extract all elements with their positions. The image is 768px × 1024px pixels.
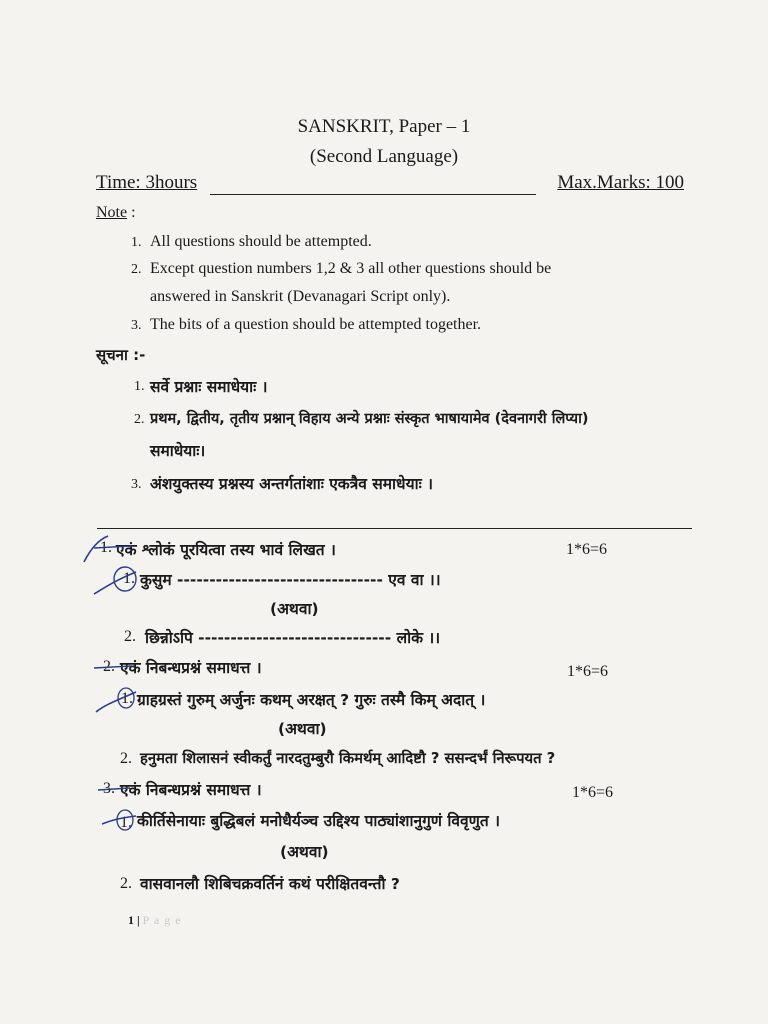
page-number: 1: [128, 913, 134, 927]
page-label: P a g e: [142, 913, 182, 927]
or-separator: (अथवा): [270, 600, 319, 618]
note-item-number: 3.: [131, 318, 142, 333]
note-heading-colon: :: [127, 204, 136, 221]
subquestion-text: कीर्तिसेनायाः बुद्धिबलं मनोधैर्यञ्च उद्दिश्य पाठ्यांशानुगुणं विवृणुत ।: [137, 812, 500, 830]
paper-title: SANSKRIT, Paper – 1: [297, 116, 471, 137]
subquestion-number: 2.: [120, 750, 132, 767]
subquestion-text: छिन्नोऽपि ------------------------------ लोके ।।: [145, 629, 441, 647]
question-number: 3.: [103, 780, 115, 797]
question-marks: 1*6=6: [566, 541, 608, 558]
or-separator: (अथवा): [278, 720, 327, 738]
pen-strike-mark-q1: [80, 532, 150, 612]
suchana-item-number: 1.: [134, 379, 145, 394]
note-item-text: Except question numbers 1,2 & 3 all other questions should be: [150, 260, 552, 277]
page-separator: |: [134, 913, 143, 927]
subquestion-number: 1.: [120, 814, 132, 831]
question-marks: 1*6=6: [572, 784, 614, 801]
note-heading: [96, 204, 136, 222]
section-divider: [97, 528, 692, 529]
suchana-item-number: 3.: [131, 477, 142, 492]
question-number: 2.: [103, 658, 115, 675]
note-item-text: answered in Sanskrit (Devanagari Script only).: [150, 288, 451, 305]
note-item-number: 1.: [131, 235, 142, 250]
header-rule: [210, 194, 536, 195]
subquestion-number: 2.: [120, 875, 132, 892]
page-footer: [128, 913, 182, 928]
question-text: एकं श्लोकं पूरयित्वा तस्य भावं लिखत ।: [116, 541, 336, 559]
subquestion-number: 1.: [123, 570, 135, 587]
subquestion-text: वासवानलौ शिबिचक्रवर्तिनं कथं परीक्षितवन्तौ ?: [140, 875, 400, 893]
suchana-item-text: अंशयुक्तस्य प्रश्नस्य अन्तर्गतांशाः एकत्रैव समाधेयाः ।: [150, 475, 433, 493]
suchana-heading: सूचना :-: [96, 346, 146, 364]
suchana-item-text: प्रथम, द्वितीय, तृतीय प्रश्नान् विहाय अन्ये प्रश्नाः संस्कृत भाषायामेव (देवनागरी लिप्या): [150, 411, 589, 427]
max-marks-label: Max.Marks: 100: [557, 172, 684, 193]
note-heading-label: Note: [96, 204, 128, 221]
paper-subtitle: (Second Language): [309, 146, 459, 167]
question-number: 1.: [100, 539, 112, 556]
subquestion-text: ग्राहग्रस्तं गुरुम् अर्जुनः कथम् अरक्षत् ? गुरुः तस्मै किम् अदात् ।: [137, 691, 486, 709]
suchana-item-text: समाधेयाः।: [150, 442, 206, 460]
question-text: एकं निबन्धप्रश्नं समाधत्त ।: [120, 781, 262, 799]
subquestion-number: 2.: [124, 628, 136, 645]
note-item-number: 2.: [131, 262, 142, 277]
suchana-item-text: सर्वे प्रश्नाः समाधेयाः ।: [150, 378, 268, 396]
note-item-text: The bits of a question should be attempted together.: [150, 316, 482, 333]
question-marks: 1*6=6: [567, 663, 609, 680]
suchana-item-number: 2.: [134, 412, 145, 427]
pen-strike-mark-q3: [94, 776, 154, 836]
question-text: एकं निबन्धप्रश्नं समाधत्त ।: [120, 659, 262, 677]
or-separator: (अथवा): [280, 843, 329, 861]
time-label: Time: 3hours: [96, 172, 198, 193]
subquestion-number: 1.: [121, 690, 133, 707]
note-item-text: All questions should be attempted.: [150, 233, 372, 250]
pen-strike-mark-q2: [90, 652, 150, 722]
subquestion-text: हनुमता शिलासनं स्वीकर्तुं नारदतुम्बुरौ किमर्थम् आदिष्टौ ? ससन्दर्भं निरूपयत ?: [140, 750, 556, 767]
subquestion-text: कुसुम -------------------------------- एव वा ।।: [140, 571, 441, 589]
